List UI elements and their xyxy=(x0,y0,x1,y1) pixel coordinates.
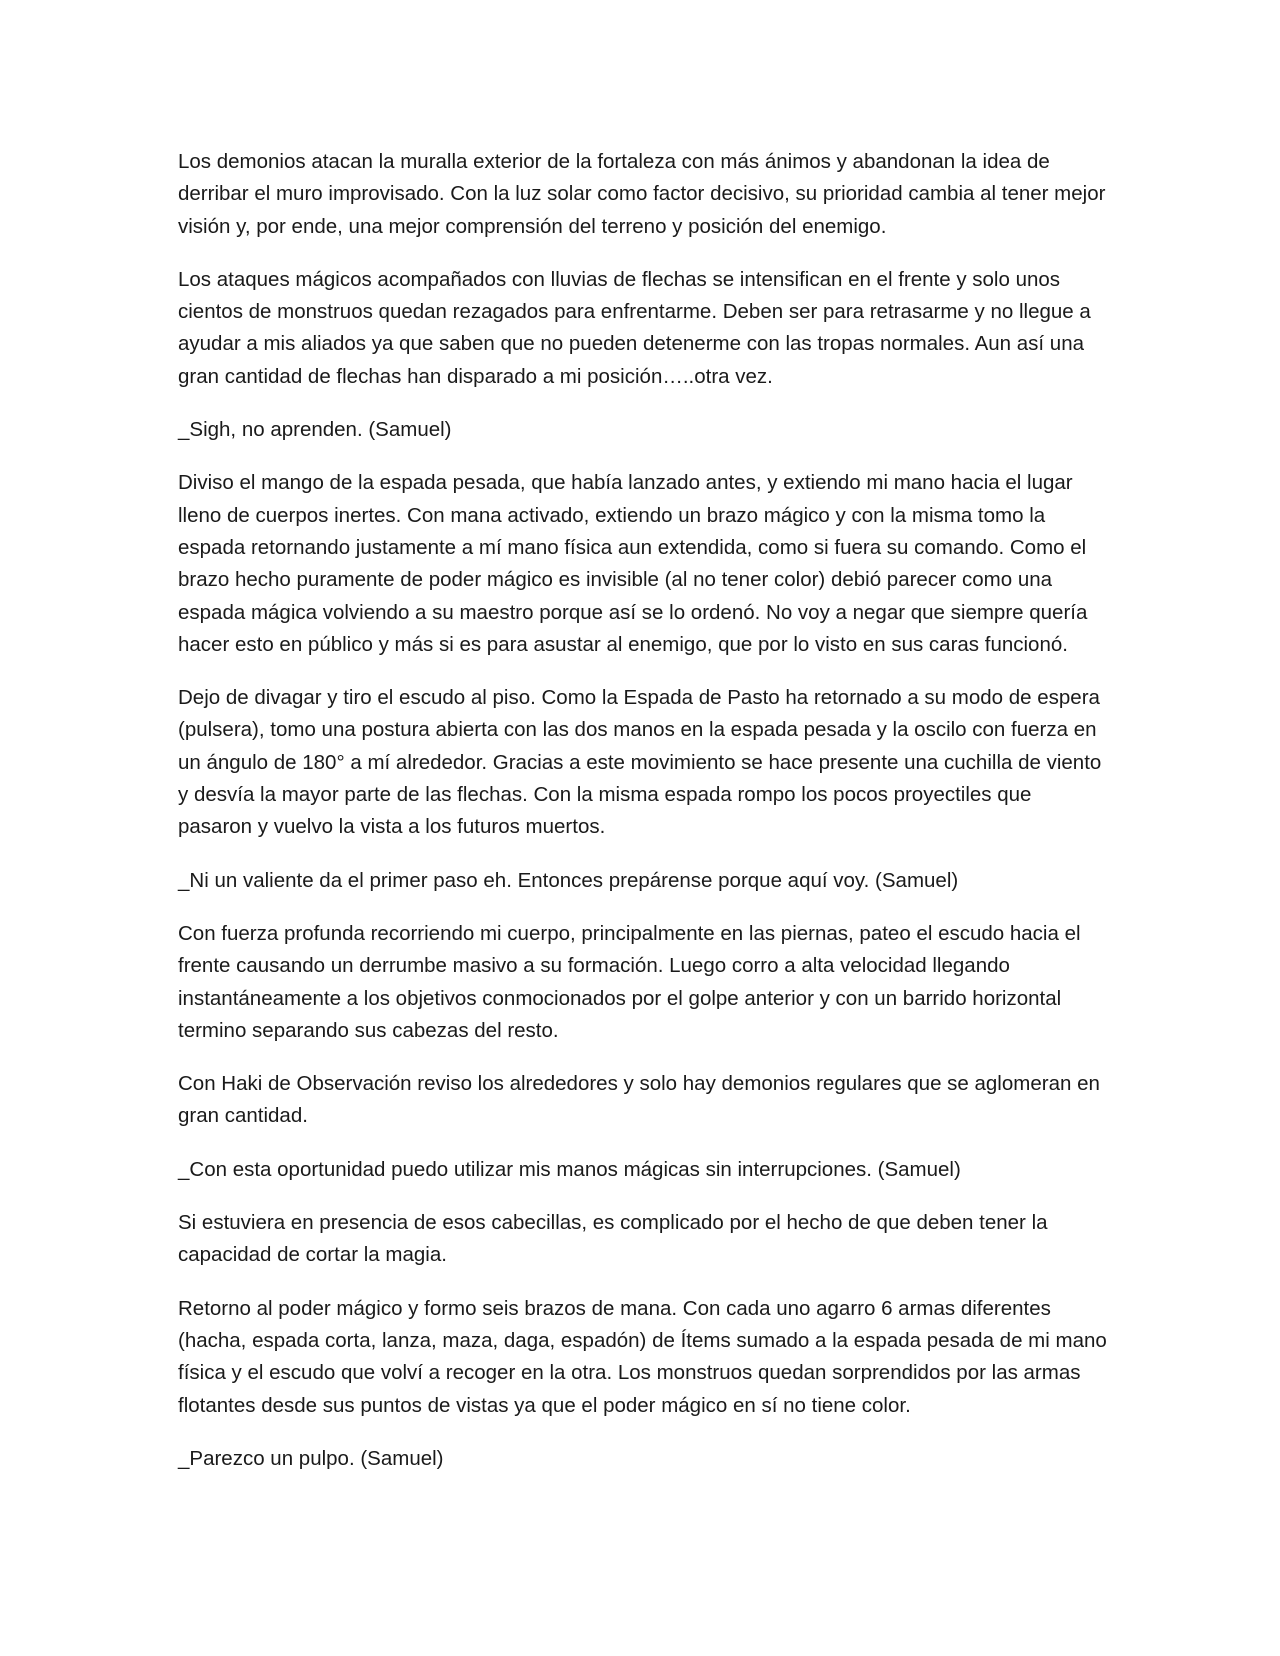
dialogue-line: _Sigh, no aprenden. (Samuel) xyxy=(178,418,452,442)
paragraph: Diviso el mango de la espada pesada, que había lanzado antes, y extiendo mi mano hacia el lugar lleno de cuerpos inertes. Con mana activado, extiendo un brazo mágico y con la misma tomo la espada retornando justamente a mí mano física aun extendida, como si fuera su comando. Como el brazo hecho puramente de poder mágico es invisible (al no tener color) debió parecer como una espada mágica volviendo a su maestro porque así se lo ordenó. No voy a negar que siempre quería hacer esto en público y más si es para asustar al enemigo, que por lo visto en sus caras funcionó. xyxy=(178,471,1088,656)
paragraph: Si estuviera en presencia de esos cabecillas, es complicado por el hecho de que deben tener la capacidad de cortar la magia. xyxy=(178,1211,1048,1267)
dialogue-line: _Parezco un pulpo. (Samuel) xyxy=(178,1446,444,1470)
dialogue-line: _Con esta oportunidad puedo utilizar mis manos mágicas sin interrupciones. (Samuel) xyxy=(178,1157,961,1181)
paragraph: Retorno al poder mágico y formo seis brazos de mana. Con cada uno agarro 6 armas diferentes (hacha, espada corta, lanza, maza, daga, espadón) de Ítems sumado a la espada pesada de mi mano física y el escudo que volví a recoger en la otra. Los monstruos quedan sorprendidos por las armas flotantes desde sus puntos de vistas ya que el poder mágico en sí no tiene color. xyxy=(178,1296,1107,1417)
document-page xyxy=(178,146,1108,1496)
paragraph: Con fuerza profunda recorriendo mi cuerpo, principalmente en las piernas, pateo el escudo hacia el frente causando un derrumbe masivo a su formación. Luego corro a alta velocidad llegando instantáneamente a los objetivos conmocionados por el golpe anterior y con un barrido horizontal termino separando sus cabezas del resto. xyxy=(178,921,1081,1042)
paragraph: Dejo de divagar y tiro el escudo al piso. Como la Espada de Pasto ha retornado a su modo de espera (pulsera), tomo una postura abierta con las dos manos en la espada pesada y la oscilo con fuerza en un ángulo de 180° a mí alrededor. Gracias a este movimiento se hace presente una cuchilla de viento y desvía la mayor parte de las flechas. Con la misma espada rompo los pocos proyectiles que pasaron y vuelvo la vista a los futuros muertos. xyxy=(178,686,1102,839)
paragraph: Los ataques mágicos acompañados con lluvias de flechas se intensifican en el frente y solo unos cientos de monstruos quedan rezagados para enfrentarme. Deben ser para retrasarme y no llegue a ayudar a mis aliados ya que saben que no pueden detenerme con las tropas normales. Aun así una gran cantidad de flechas han disparado a mi posición…..otra vez. xyxy=(178,267,1091,388)
dialogue-line: _Ni un valiente da el primer paso eh. Entonces prepárense porque aquí voy. (Samuel) xyxy=(178,868,959,892)
paragraph: Con Haki de Observación reviso los alrededores y solo hay demonios regulares que se aglomeran en gran cantidad. xyxy=(178,1072,1100,1128)
paragraph: Los demonios atacan la muralla exterior de la fortaleza con más ánimos y abandonan la idea de derribar el muro improvisado. Con la luz solar como factor decisivo, su prioridad cambia al tener mejor visión y, por ende, una mejor comprensión del terreno y posición del enemigo. xyxy=(178,150,1106,238)
